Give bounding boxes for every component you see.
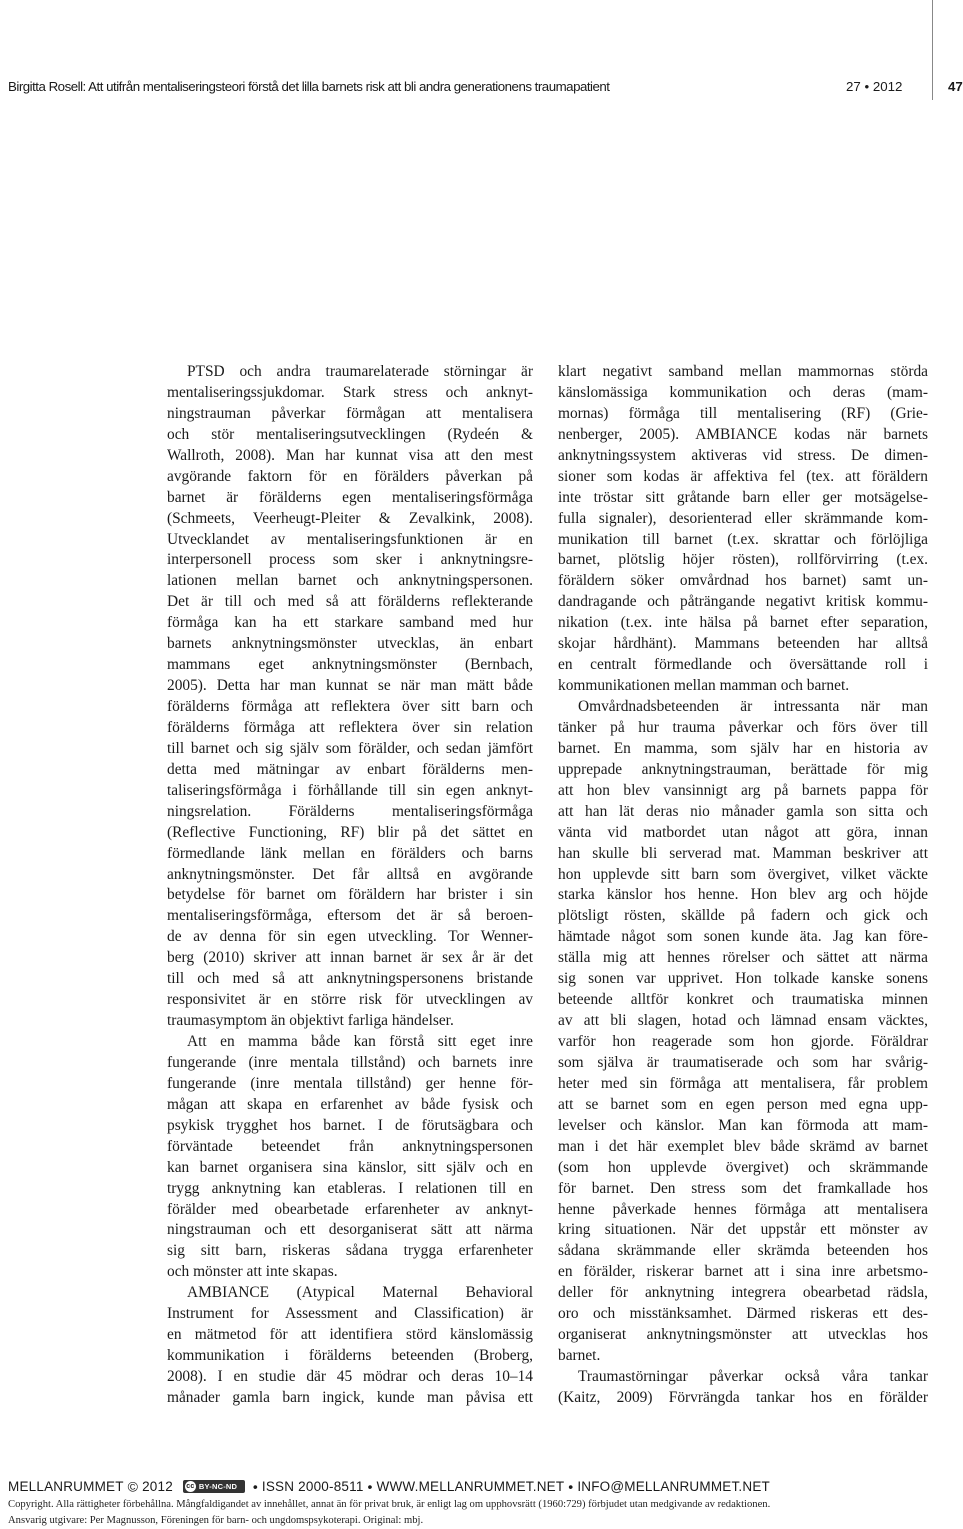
text-line: starka känslor hos henne. Hon blev arg och höjde <box>558 886 928 904</box>
text-line: kan barnet organisera sina känslor, sitt själv och en <box>167 1158 533 1176</box>
text-line: och stör mentaliseringsutvecklingen (Rydeén & <box>167 425 533 443</box>
text-line: att han lät deras nio månader gamla son sitta och <box>558 802 928 820</box>
bullet-separator: • <box>367 1478 373 1495</box>
text-line: trygg anknytning kan etableras. I relationen till en <box>167 1179 533 1197</box>
text-line: mågan att skapa en erfarenhet av både fysisk och <box>167 1095 533 1113</box>
text-line: förmedlande länk mellan en förälders och barns <box>167 844 533 862</box>
text-line: AMBIANCE (Atypical Maternal Behavioral <box>187 1284 533 1302</box>
text-line: månader gamla barn ingick, kunde man påvisa ett <box>167 1388 533 1406</box>
text-line: kommunikation i förälderns beteenden (Broberg, <box>167 1347 533 1365</box>
text-line: fungerande (inre mentala tillstånd) ger henne för- <box>167 1074 533 1092</box>
running-header <box>8 79 963 101</box>
text-line: deller för anknytning integrera obearbetad rädsla, <box>558 1284 928 1302</box>
text-line: (Reflective Functioning, RF) blir på det sättet en <box>167 823 533 841</box>
text-line: föräldern söker omvårdnad hos barnet) samt un- <box>558 572 928 590</box>
text-line: mentaliseringsförmåga, eftersom det är så beroen- <box>167 907 533 925</box>
text-line: en centralt förmedlande och översättande roll i <box>558 656 928 674</box>
text-line: nenberger, 2005). AMBIANCE kodas när barnets <box>558 425 928 443</box>
text-line: hon upplevde sitt barn som övergivet, vilket väckte <box>558 865 928 883</box>
text-line: upprepade anknytningstrauman, berättade för mig <box>558 760 928 778</box>
text-line: inte tröstar sitt gråtande barn eller ger motsägelse- <box>558 488 928 506</box>
text-line: kring situationen. När det uppstår ett mönster av <box>558 1221 928 1239</box>
text-line: tänker på hur trauma påverkar och förs över till <box>558 718 928 736</box>
text-line: Wallroth, 2008). Man har kunnat visa att den mest <box>167 446 533 464</box>
text-line: barnet. En mamma, som själv har en historia av <box>558 739 928 757</box>
bullet-separator: • <box>568 1478 574 1495</box>
text-line: nikation (t.ex. inte hälsa på barnet efter separation, <box>558 614 928 632</box>
text-line: sig sonen var upprivet. Hon tolkade kanske sonens <box>558 970 928 988</box>
text-line: taliseringsförmåga i förhållande till sin egen anknyt- <box>167 781 533 799</box>
text-line: anknytningsmönster. Det får alltså en avgörande <box>167 865 533 883</box>
text-line: oro och misstänksamhet. Därmed riskeras ett des- <box>558 1305 928 1323</box>
text-line: dandragande och påträngande negativt kritisk kommu- <box>558 593 928 611</box>
text-line: till barnet och sig själv som förälder, och sedan jämfört <box>167 739 533 757</box>
footer-publication-line <box>8 1478 952 1496</box>
text-line: lationen mellan barnet och anknytningspersonen. <box>167 572 533 590</box>
text-line: heter med sin förmåga att mentalisera, får problem <box>558 1074 928 1092</box>
text-line: sioner som kodas är affektiva fel (tex. att föräldern <box>558 467 928 485</box>
footer-brand: MELLANRUMMET <box>8 1478 124 1494</box>
text-line: PTSD och andra traumarelaterade störningar är <box>187 363 533 380</box>
body-column-right <box>558 362 928 1409</box>
text-line: klart negativt samband mellan mammornas störda <box>558 363 928 380</box>
text-line: Instrument for Assessment and Classification) är <box>167 1305 533 1323</box>
text-line: att hon blev vansinnigt arg på barnets pappa för <box>558 781 928 799</box>
text-line: psykisk trygghet hos barnet. I de förutsägbara och <box>167 1116 533 1134</box>
running-title: Birgitta Rosell: Att utifrån mentaliseringsteori förstå det lilla barnets risk att bli andra generationens traumapatient <box>8 79 610 94</box>
text-line: Det är till och med så att förälderns reflekterande <box>167 593 533 611</box>
text-line: Omvårdnadsbeteenden är intressanta när man <box>578 698 928 715</box>
text-line: 2005). Detta har man kunnat se när man mätt både <box>167 677 533 695</box>
text-line: förälder med obearbetade erfarenheter av anknyt- <box>167 1200 533 1218</box>
text-line: (Schmeets, Veerheugt-Pleiter & Zevalkink, 2008). <box>167 509 533 527</box>
text-line: för barnet. Den stress som det framkallade hos <box>558 1179 928 1197</box>
footer-email[interactable]: INFO@MELLANRUMMET.NET <box>577 1478 770 1494</box>
text-line: plötsligt rösten, skällde på fadern och gick och <box>558 907 928 925</box>
text-line: 2008). I en studie där 45 mödrar och deras 10–14 <box>167 1368 533 1385</box>
bullet-separator: • <box>252 1478 258 1495</box>
text-line: (som hon upplevde övergivet) och skrämmande <box>558 1158 928 1176</box>
page-number: 47 <box>948 79 963 94</box>
text-line: berg (2010) skriver att innan barnet är sex år är det <box>167 949 533 967</box>
text-line: en mätmetod för att identifiera störd känslomässig <box>167 1326 533 1344</box>
text-line: munikation till barnet (t.ex. skrattar och förlöjliga <box>558 530 928 548</box>
text-line: fulla signaler), desorienterad eller skrämmande kom- <box>558 509 928 527</box>
cc-license-label: BY-NC-ND <box>198 1481 238 1491</box>
text-line: detta med mätningar av enbart förälderns men- <box>167 760 533 778</box>
text-line: kommunikationen mellan mamman och barnet. <box>558 677 850 695</box>
text-line: ningsrelation. Förälderns mentaliseringsförmåga <box>167 802 533 820</box>
creative-commons-icon <box>183 1480 245 1493</box>
issue-label: 27 • 2012 <box>846 79 903 94</box>
text-line: traumasymptom än objektivt farliga händelser. <box>167 1012 454 1030</box>
text-line: barnet. <box>558 1347 601 1365</box>
text-line: beteende alltför konkret och traumatiska minnen <box>558 991 928 1009</box>
text-line: betydelse för barnet om föräldern har brister i sin <box>167 886 533 904</box>
text-line: barnets anknytningsmönster utvecklas, än enbart <box>167 635 533 653</box>
text-line: en förälder, riskerar barnet att i sina inre arbetsmo- <box>558 1263 928 1281</box>
cc-mark: cc <box>186 1482 195 1490</box>
text-line: att se barnet som en egen person med egna upp- <box>558 1095 928 1113</box>
body-column-left <box>167 362 533 1409</box>
text-line: vänta vid matbordet utan något att göra, innan <box>558 823 928 841</box>
text-line: och mönster att inte skapas. <box>167 1263 338 1281</box>
text-line: av att bli slagen, hotad och lämnad ensam väcktes, <box>558 1012 928 1030</box>
text-line: organiserat anknytningsmönster att utvecklas hos <box>558 1326 928 1344</box>
text-line: ställa mig att hennes rörelser och sättet att närma <box>558 949 928 967</box>
text-line: interpersonell process som sker i anknytningsre- <box>167 551 533 569</box>
text-line: anknytningssystem aktiveras vid stress. De dimen- <box>558 446 928 464</box>
text-line: mentaliseringssjukdomar. Stark stress och anknyt- <box>167 383 533 401</box>
text-line: responsivitet är en större risk för utvecklingen av <box>167 991 533 1009</box>
text-line: mornas) förmåga till mentalisering (RF) (Grie- <box>558 404 928 422</box>
text-line: sig sitt barn, riskeras sådana trygga erfarenheter <box>167 1242 533 1260</box>
text-line: barnet, plötslig höjer rösten), rollförvirring (t.ex. <box>558 551 928 569</box>
text-line: man i det här exemplet blev både skrämd av barnet <box>558 1137 928 1155</box>
text-line: hämtade något som sonen kunde äta. Jag kan före- <box>558 928 928 946</box>
text-line: till och med så att anknytningspersonens bristande <box>167 970 533 988</box>
text-line: mammans eget anknytningsmönster (Bernbach, <box>167 656 533 674</box>
footer-website[interactable]: WWW.MELLANRUMMET.NET <box>376 1478 565 1494</box>
text-line: ningstrauman påverkar förmågan att mentalisera <box>167 404 533 422</box>
footer-year: 2012 <box>142 1478 173 1494</box>
text-line: Att en mamma både kan förstå sitt eget inre <box>187 1033 533 1050</box>
footer-publisher-notice: Ansvarig utgivare: Per Magnusson, Föreningen för barn- och ungdomspsykoterapi. Original: mbj. <box>8 1515 424 1526</box>
text-line: henne påverkade hennes förmåga att mentalisera <box>558 1200 928 1218</box>
text-line: förälderns förmåga att reflektera över sin relation <box>167 718 533 736</box>
text-line: (Kaitz, 2009) Förvrängda tankar hos en förälder <box>558 1388 928 1406</box>
text-line: som själva är traumatiserade och som har svårig- <box>558 1053 928 1071</box>
text-line: skojar hårdhänt). Mammans beteenden har alltså <box>558 635 928 653</box>
footer-issn: ISSN 2000-8511 <box>261 1478 364 1494</box>
page-footer <box>8 1478 952 1528</box>
text-line: Utvecklandet av mentaliseringsfunktionen är en <box>167 530 533 548</box>
text-line: förälderns förmåga att reflektera över sitt barn och <box>167 698 533 715</box>
text-line: de av denna för sin egen utveckling. Tor Wenner- <box>167 928 533 946</box>
text-line: Traumastörningar påverkar också våra tankar <box>578 1368 928 1385</box>
text-line: varför hon reagerade som hon gjorde. Föräldrar <box>558 1033 928 1050</box>
text-line: avgörande faktorn för en förälders påverkan på <box>167 467 533 485</box>
footer-copyright-notice: Copyright. Alla rättigheter förbehållna. Mångfaldigandet av innehållet, annat än för privat bruk, är enligt lag om upphovsrätt (1960:729) förbjudet utan medgivande av redaktionen. <box>8 1499 771 1510</box>
text-line: fungerande (inre mentala tillstånd) och barnets inre <box>167 1053 533 1071</box>
text-line: känslomässiga kommunikation och deras (mam- <box>558 383 928 401</box>
text-line: sådana skrämmande eller skrämda beteenden hos <box>558 1242 928 1260</box>
text-line: ningstrauman och ett desorganiserat sätt att närma <box>167 1221 533 1239</box>
text-line: förmåga kan ha ett starkare samband med hur <box>167 614 533 632</box>
text-line: han skulle bli serverad mat. Mamman beskriver att <box>558 844 928 862</box>
text-line: barnet är förälderns egen mentaliseringsförmåga <box>167 488 533 506</box>
copyright-icon: © <box>127 1478 139 1495</box>
text-line: förväntade beteendet från anknytningspersonen <box>167 1137 533 1155</box>
text-line: levelser och känslor. Man kan förmoda att mam- <box>558 1116 928 1134</box>
